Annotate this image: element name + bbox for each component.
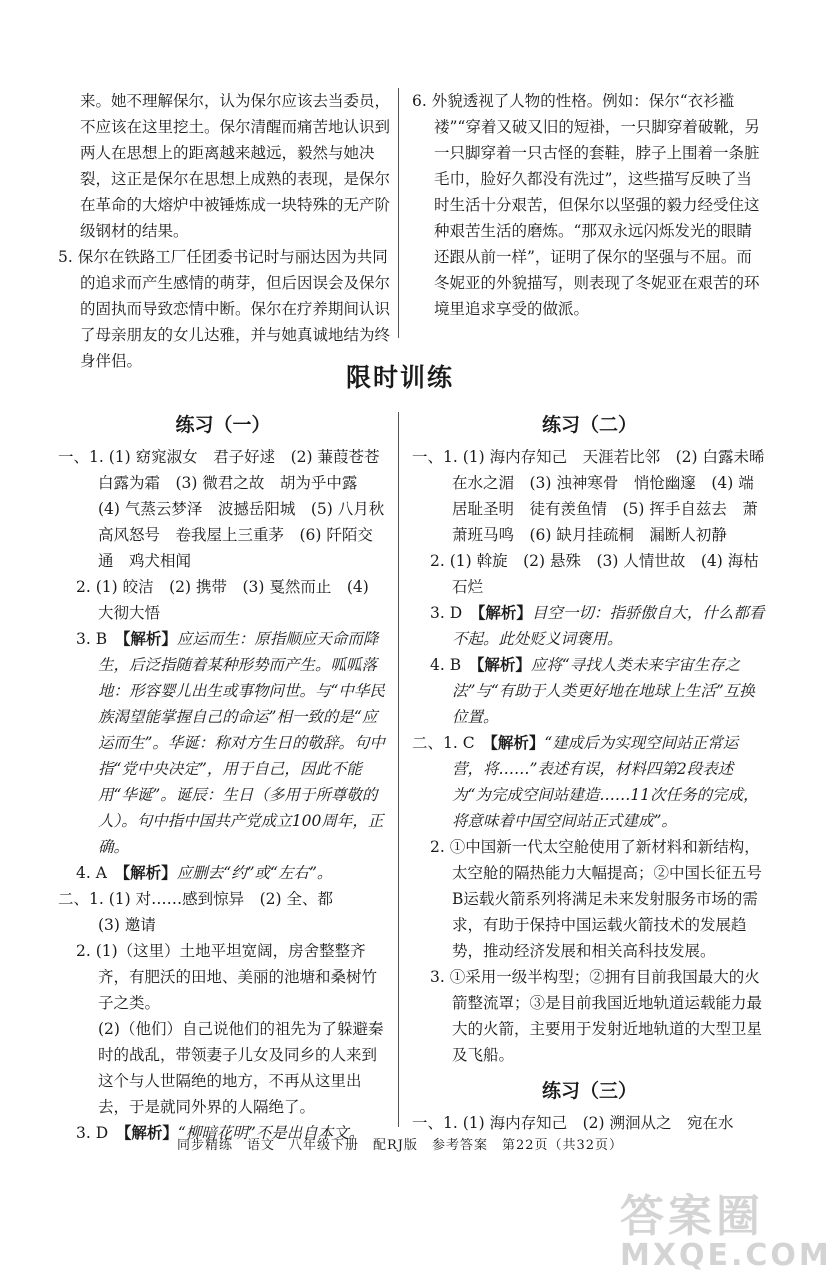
watermark-line-2: MXQE.COM	[620, 1238, 832, 1273]
column-divider-top	[398, 88, 399, 338]
answer-5-text: 保尔在铁路工厂任团委书记时与丽达因为共同的追求而产生感情的萌芽，但后因误会及保尔的固执而导致恋情中断。保尔在疗养期间认识了母亲朋友的女儿达雅，并与她真诚地结为终身伴侣。	[77, 248, 391, 370]
ex2-item-1-4-analysis: 应将“寻找人类未来宇宙生存之法”与“有助于人类更好地在地球上生活”互换位置。	[452, 656, 755, 726]
ex1-item-1-3-analysis: 应运而生：原指顺应天命而降生，后泛指随着某种形势而产生。呱呱落地：形容婴儿出生或事物问世。与“中华民族渴望能掌握自己的命运”相一致的是“应运而生”。华诞：称对方生日的敬辞。句中指“党中央决定”，用于自己，因此不能用“华诞”。诞辰：生日（多用于所尊敬的人）。句中指中国共产党成立100周年，正确。	[98, 630, 385, 856]
ex1-item-1-2: 2. (1) 皎洁 (2) 携带 (3) 戛然而止 (4) 大彻大悟	[76, 578, 369, 622]
ex1-item-2-3-answer: 3. D	[76, 1124, 124, 1142]
ex2-item-1-2: 2. (1) 斡旋 (2) 悬殊 (3) 人情世故 (4) 海枯石烂	[430, 552, 759, 596]
ex1-item-1-4-answer: 4. A	[76, 864, 123, 882]
answer-5	[58, 244, 390, 374]
ex2-item-1-4-answer: 4. B	[430, 656, 477, 674]
watermark-line-1: 答案圈	[620, 1191, 764, 1242]
column-divider-bottom	[398, 412, 399, 1127]
answer-6	[412, 88, 762, 322]
ex1-item-2-1: 二、1. (1) 对……感到惊异 (2) 全、都	[58, 890, 333, 908]
analysis-tag: 【解析】	[476, 656, 531, 674]
ex2-item-2-1	[412, 730, 767, 834]
exercise-3-title: 练习（三）	[541, 1080, 637, 1102]
ex2-item-1-3-analysis: 目空一切：指骄傲自大，什么都看不起。此处贬义词褒用。	[452, 604, 765, 648]
top-left-column	[58, 88, 390, 374]
ex2-item-2-2: 2. ①中国新一代太空舱使用了新材料和新结构，太空舱的隔热能力大幅提高；②中国长征五号B运载火箭系列将满足未来发射服务市场的需求，有助于保持中国运载火箭技术的发展趋势，推动经济发展和相关高科技发展。	[430, 838, 763, 960]
watermark-logo	[620, 1180, 832, 1273]
answer-6-number: 6.	[412, 92, 427, 110]
exercise-1	[58, 412, 395, 1146]
ex1-item-2-3-analysis: “柳暗花明”不是出自本文。	[177, 1124, 365, 1142]
ex2-item-2-3: 3. ①采用一级半构型；②拥有目前我国最大的火箭整流罩；③是目前我国近地轨道运载能力最大的火箭，主要用于发射近地轨道的大型卫星及飞船。	[430, 968, 763, 1064]
exercise-1-title: 练习（一）	[175, 414, 271, 436]
ex2-item-1-4	[430, 652, 767, 730]
answer-4-continuation: 来。她不理解保尔，认为保尔应该去当委员，不应该在这里挖土。保尔清醒而痛苦地认识到两人在思想上的距离越来越远，毅然与她决裂，这正是保尔在思想上成熟的表现，是保尔在革命的大熔炉中被锤炼成一块特殊的无产阶级钢材的结果。	[80, 92, 391, 240]
answer-6-text: 外貌透视了人物的性格。例如：保尔“衣衫褴褛”“穿着又破又旧的短褂，一只脚穿着破靴，另一只脚穿着一只古怪的套鞋，脖子上围着一条脏毛巾，脸好久都没有洗过”，这些描写反映了当时生活十分艰苦，但保尔以坚强的毅力经受住这种艰苦生活的磨炼。“那双永远闪烁发光的眼睛还跟从前一样”，证明了保尔的坚强与不屈。而冬妮亚的外貌描写，则表现了冬妮亚在艰苦的环境里追求享受的做派。	[431, 92, 760, 318]
answer-5-number: 5.	[58, 248, 73, 266]
section-title: 限时训练	[345, 363, 454, 392]
analysis-tag: 【解析】	[490, 734, 545, 752]
ex1-item-1-3-answer: 3. B	[76, 630, 123, 648]
ex1-item-1-3	[76, 626, 388, 860]
ex2-item-1-1: 一、1. (1) 海内存知己 天涯若比邻 (2) 白露未晞 在水之湄 (3) 浊神寒骨 悄怆幽邃 (4) 端居耻圣明 徒有羡鱼情 (5) 挥手自兹去 萧萧班马鸣 (6) 缺月挂疏桐 漏断人初静	[412, 448, 780, 544]
exercise-2-title: 练习（二）	[541, 414, 637, 436]
ex3-item-1-1: 一、1. (1) 海内存知己 (2) 溯洄从之 宛在水	[412, 1114, 734, 1132]
ex2-item-1-3	[430, 600, 767, 652]
analysis-tag: 【解析】	[477, 604, 532, 622]
page-footer: 同步精练 语文 八年级下册 配RJ版 参考答案 第22页（共32页）	[176, 1138, 624, 1153]
ex1-item-1-4	[76, 860, 388, 886]
analysis-tag: 【解析】	[122, 864, 177, 882]
ex2-item-1-3-answer: 3. D	[430, 604, 478, 622]
top-right-column	[412, 88, 762, 322]
ex2-item-2-1-answer: 二、1. C	[412, 734, 491, 752]
ex1-item-2-2: 2. (1)（这里）土地平坦宽阔，房舍整整齐齐，有肥沃的田地、美丽的池塘和桑树竹子之类。	[76, 942, 378, 1012]
ex1-item-1-1: 一、1. (1) 窈窕淑女 君子好逑 (2) 蒹葭苍苍 白露为霜 (3) 微君之故 胡为乎中露 (4) 气蒸云梦泽 波撼岳阳城 (5) 八月秋高风怒号 卷我屋上三重茅 (6) 阡陌交通 鸡犬相闻	[58, 448, 395, 570]
ex1-item-2-1-3: (3) 邀请	[98, 916, 156, 934]
ex1-item-2-2-2: (2)（他们）自己说他们的祖先为了躲避秦时的战乱，带领妻子儿女及同乡的人来到这个与人世隔绝的地方，不再从这里出去，于是就同外界的人隔绝了。	[98, 1020, 384, 1116]
exercise-2	[412, 412, 780, 1136]
analysis-tag: 【解析】	[123, 1124, 178, 1142]
ex1-item-1-4-analysis: 应删去“约”或“左右”。	[176, 864, 333, 882]
analysis-tag: 【解析】	[122, 630, 177, 648]
ex2-item-2-1-analysis: “建成后为实现空间站正常运营，将……”表述有误，材料四第2段表述为“为完成空间站建造……11次任务的完成，将意味着中国空间站正式建成”。	[452, 734, 759, 830]
